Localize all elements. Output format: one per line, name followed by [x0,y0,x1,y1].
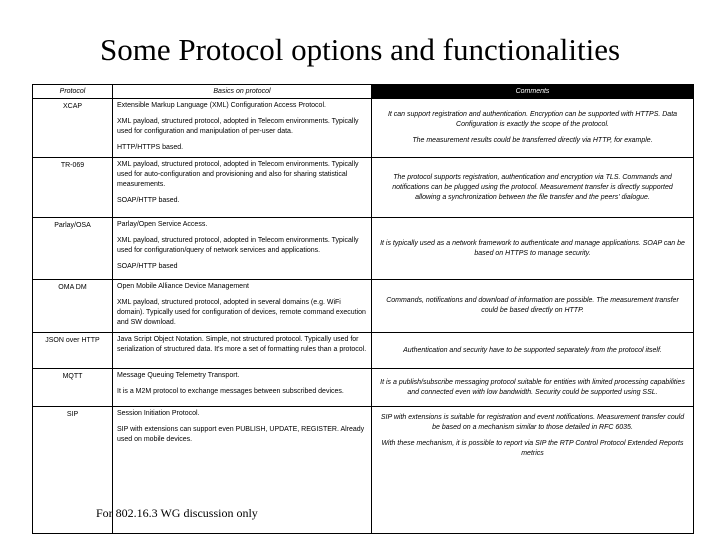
basics-text: HTTP/HTTPS based. [117,144,184,151]
comment-text: Commands, notifications and download of information are possible. The measurement transfer could be based directly on HTTP. [386,297,679,314]
table-row-xcap [33,99,694,158]
protocol-cell: JSON over HTTP [33,333,113,369]
table-header-row [33,85,694,99]
footer-note: For 802.16.3 WG discussion only [96,506,258,520]
basics-cell [113,280,372,333]
basics-text: SOAP/HTTP based. [117,197,180,204]
comments-cell [372,407,694,534]
basics-text: Parlay/Open Service Access. [117,221,208,228]
basics-text: Session Initiation Protocol. [117,410,200,417]
basics-text: Message Queuing Telemetry Transport. [117,372,240,379]
basics-text: XML payload, structured protocol, adopted in Telecom environments. Typically used for configuration and manipulation of per-user data. [117,118,359,135]
table-row-parlay [33,218,694,280]
comments-cell [372,280,694,333]
protocol-cell: SIP [33,407,113,534]
comments-cell [372,99,694,158]
table-row-mqtt [33,369,694,407]
basics-cell [113,158,372,218]
table-row-omadm [33,280,694,333]
comment-text: The protocol supports registration, authentication and encryption via TLS. Commands and notifications can be plugged using the protocol. Measurement transfer is directly supported allowing a synchronization between the file transfer and the peers' dialogue. [392,173,673,201]
protocol-cell: Parlay/OSA [33,218,113,280]
table-row-tr069 [33,158,694,218]
protocol-cell: OMA DM [33,280,113,333]
header-comments: Comments [372,85,694,99]
comments-cell [372,333,694,369]
table-row-json [33,333,694,369]
comment-text: It is a publish/subscribe messaging protocol suitable for entities with limited processing capabilities and connected even with low bandwidth. Security could be supported using SSL. [380,378,685,396]
basics-text: It is a M2M protocol to exchange messages between subscribed devices. [117,388,344,395]
comment-text: It can support registration and authentication. Encryption can be supported with HTTPS. Data Configuration is exactly the scope of the protocol. [387,111,678,128]
comment-text: It is typically used as a network framework to authenticate and manage applications. SOAP can be based on HTTPS to manage security. [380,239,685,257]
basics-text: Open Mobile Alliance Device Management [117,283,249,290]
basics-cell [113,369,372,407]
basics-cell [113,99,372,158]
basics-text: Extensible Markup Language (XML) Configuration Access Protocol. [117,102,326,109]
header-basics: Basics on protocol [113,85,372,99]
basics-text: SOAP/HTTP based [117,263,178,270]
basics-text: Java Script Object Notation. Simple, not structured protocol. Typically used for serialization of structured data. It's more a set of formatting rules than a protocol. [117,336,367,353]
header-protocol: Protocol [33,85,113,99]
basics-cell [113,218,372,280]
basics-text: XML payload, structured protocol, adopted in several domains (e.g. WiFi domain). Typically used for configuration of devices, remote command execution and SW download. [117,299,366,326]
comments-cell [372,218,694,280]
protocol-cell: MQTT [33,369,113,407]
basics-text: XML payload, structured protocol, adopted in Telecom environments. Typically used for auto-configuration and provisioning and also for sharing statistical measurements. [117,161,359,188]
protocol-cell: XCAP [33,99,113,158]
slide-title: Some Protocol options and functionalities [99,32,621,67]
basics-text: XML payload, structured protocol, adopted in Telecom environments. Typically used for configuration/query of network services and applications. [117,237,359,254]
basics-cell [113,333,372,369]
comments-cell [372,369,694,407]
comment-text: Authentication and security have to be supported separately from the protocol itself. [403,346,662,354]
protocol-table [32,84,694,534]
basics-text: SIP with extensions can support even PUBLISH, UPDATE, REGISTER. Already used on mobile devices. [117,426,365,443]
protocol-cell: TR-069 [33,158,113,218]
comment-text: The measurement results could be transferred directly via HTTP, for example. [412,137,653,144]
comment-text: With these mechanism, it is possible to report via SIP the RTP Control Protocol Extended Reports metrics [381,440,684,457]
comment-text: SIP with extensions is suitable for registration and event notifications. Measurement transfer could be based on a mechanism similar to those detailed in RFC 6035. [380,414,685,431]
comments-cell [372,158,694,218]
